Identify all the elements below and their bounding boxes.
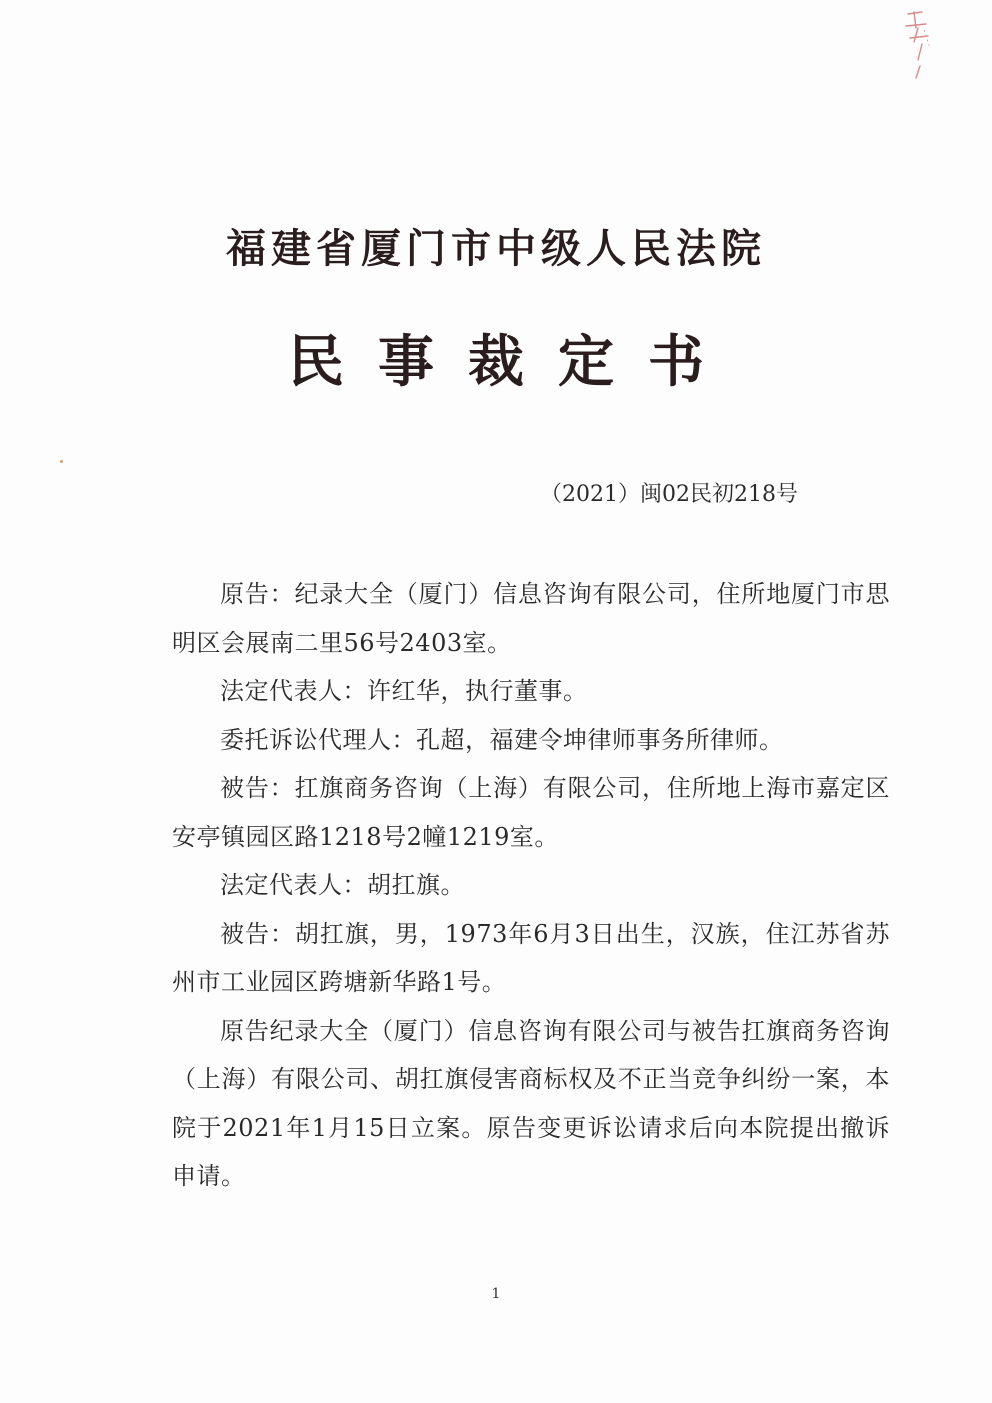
paragraph-defendant-representative: 法定代表人：胡扛旗。 <box>220 871 465 899</box>
paragraph-plaintiff: 原告：纪录大全（厦门）信息咨询有限公司，住所地厦门市思明区会展南二里56号2403室。 <box>172 580 890 657</box>
ruling-body <box>172 570 890 1201</box>
paragraph-plaintiff-agent: 委托诉讼代理人：孔超，福建令坤律师事务所律师。 <box>220 725 784 754</box>
paragraph-defendant-company: 被告：扛旗商务咨询（上海）有限公司，住所地上海市嘉定区安亭镇园区路1218号2幢1219室。 <box>172 774 890 851</box>
paper-speck <box>60 460 63 463</box>
document-title: 民事裁定书 <box>288 330 738 395</box>
paragraph-plaintiff-representative: 法定代表人：许红华，执行董事。 <box>220 677 588 705</box>
paragraph-case-summary: 原告纪录大全（厦门）信息咨询有限公司与被告扛旗商务咨询（上海）有限公司、胡扛旗侵害商标权及不正当竞争纠纷一案，本院于2021年1月15日立案。原告变更诉讼请求后向本院提出撤诉申请。 <box>172 1016 890 1190</box>
red-ink-mark <box>900 8 940 80</box>
court-name: 福建省厦门市中级人民法院 <box>226 226 766 272</box>
case-number: （2021）闽02民初218号 <box>540 482 798 507</box>
page-number: 1 <box>491 1286 501 1302</box>
paragraph-defendant-person: 被告：胡扛旗，男，1973年6月3日出生，汉族，住江苏省苏州市工业园区跨塘新华路1号。 <box>172 919 890 996</box>
